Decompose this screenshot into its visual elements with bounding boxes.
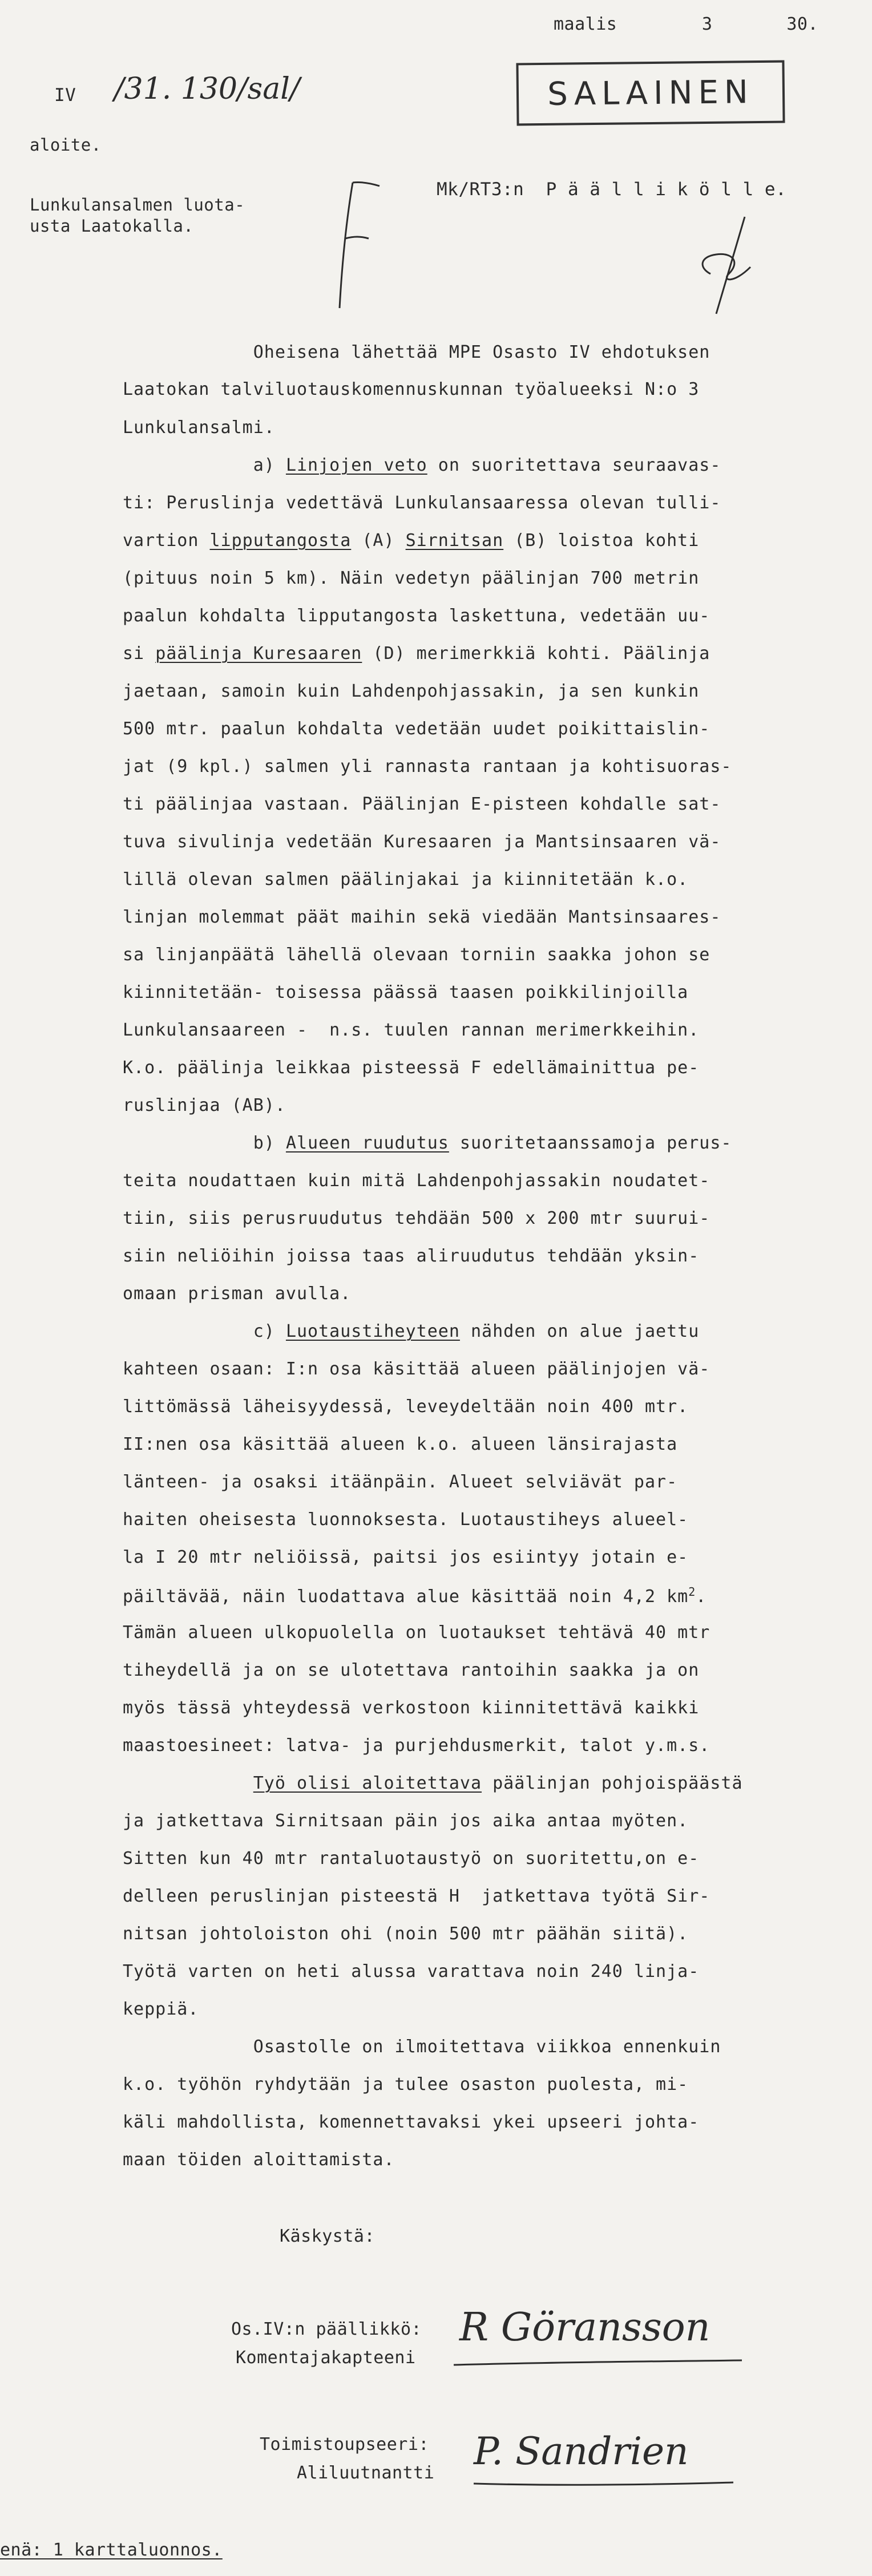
body-line bbox=[123, 1133, 732, 1153]
body-line bbox=[123, 1585, 707, 1607]
subject-line-2: usta Laatokalla. bbox=[30, 216, 194, 236]
body-text: (D) merimerkkiä kohti. Päälinja bbox=[362, 644, 710, 664]
officer-signature: P. Sandrien bbox=[474, 2429, 689, 2473]
body-line: jaetaan, samoin kuin Lahdenpohjassakin, ja sen kunkin bbox=[123, 681, 700, 701]
body-line: kahteen osaan: I:n osa käsittää alueen päälinjojen vä- bbox=[123, 1359, 710, 1379]
body-line: keppiä. bbox=[123, 1999, 199, 2019]
underlined-heading-alueen-ruudutus: Alueen ruudutus bbox=[285, 1133, 449, 1153]
body-line: la I 20 mtr neliöissä, paitsi jos esiintyy jotain e- bbox=[123, 1547, 689, 1567]
body-text: si bbox=[123, 644, 156, 664]
item-a-label: a) bbox=[123, 455, 286, 475]
addressee: Mk/RT3:n P ä ä l l i k ö l l e. bbox=[437, 179, 787, 200]
body-line: länteen- ja osaksi itäänpäin. Alueet selviävät par- bbox=[123, 1472, 678, 1492]
officer-title-1: Toimistoupseeri: bbox=[260, 2435, 429, 2454]
body-line: teita noudattaen kuin mitä Lahdenpohjassakin noudatet- bbox=[123, 1171, 710, 1191]
body-line bbox=[123, 455, 721, 475]
underlined-lipputangosta: lipputangosta bbox=[209, 531, 352, 551]
body-line: siin neliöihin joissa taas aliruudutus tehdään yksin- bbox=[123, 1246, 700, 1266]
underlined-heading-luotaustiheyteen: Luotaustiheyteen bbox=[285, 1321, 460, 1341]
margin-mark-f bbox=[320, 171, 388, 320]
body-line: delleen peruslinjan pisteestä H jatkettava työtä Sir- bbox=[123, 1886, 710, 1906]
chief-signature: R Göransson bbox=[459, 2305, 710, 2350]
body-line: lillä olevan salmen päälinjakai ja kiinnitetään k.o. bbox=[123, 870, 689, 889]
body-line: ti: Peruslinja vedettävä Lunkulansaaressa olevan tulli- bbox=[123, 493, 721, 513]
body-line: omaan prisman avulla. bbox=[123, 1284, 352, 1304]
kaskysta-label: Käskystä: bbox=[280, 2226, 376, 2246]
body-line: (pituus noin 5 km). Näin vedetyn päälinjan 700 metrin bbox=[123, 568, 700, 588]
body-line: linjan molemmat päät maihin sekä viedään Mantsinsaares- bbox=[123, 907, 721, 927]
body-line: Sitten kun 40 mtr rantaluotaustyö on suoritettu,on e- bbox=[123, 1849, 700, 1869]
body-line: nitsan johtoloiston ohi (noin 500 mtr päähän siitä). bbox=[123, 1924, 689, 1944]
body-text: päälinjan pohjoispäästä bbox=[482, 1773, 743, 1793]
body-line: maan töiden aloittamista. bbox=[123, 2150, 395, 2170]
body-line: II:nen osa käsittää alueen k.o. alueen länsirajasta bbox=[123, 1434, 678, 1454]
body-line: jat (9 kpl.) salmen yli rannasta rantaan ja kohtisuoras- bbox=[123, 757, 732, 777]
body-line: ti päälinjaa vastaan. Päälinjan E-pisteen kohdalle sat- bbox=[123, 794, 721, 814]
body-line bbox=[123, 1321, 699, 1341]
body-line: käli mahdollista, komennettavaksi ykei upseeri johta- bbox=[123, 2112, 700, 2132]
attachment-label: enä: 1 karttaluonnos. bbox=[0, 2540, 223, 2560]
chief-title-1: Os.IV:n päällikkö: bbox=[231, 2319, 422, 2339]
body-line: Osastolle on ilmoitettava viikkoa ennenkuin bbox=[123, 2037, 721, 2057]
body-line: Laatokan talviluotauskomennuskunnan työalueeksi N:o 3 bbox=[123, 379, 700, 399]
body-line: haiten oheisesta luonnoksesta. Luotaustiheys alueel- bbox=[123, 1510, 689, 1530]
body-line: Lunkulansaareen - n.s. tuulen rannan merimerkkeihin. bbox=[123, 1020, 700, 1040]
superscript-2: 2 bbox=[688, 1585, 696, 1599]
officer-signature-underline bbox=[471, 2479, 739, 2490]
body-line: maastoesineet: latva- ja purjehdusmerkit, talot y.m.s. bbox=[123, 1736, 710, 1756]
stamp-text: SALAINEN bbox=[547, 73, 754, 113]
officer-title-2: Aliluutnantti bbox=[297, 2463, 435, 2483]
body-line bbox=[123, 531, 699, 551]
body-text: nähden on alue jaettu bbox=[459, 1321, 700, 1341]
reference-handwritten-number: /31. 130/sal/ bbox=[114, 72, 300, 106]
body-line bbox=[123, 1773, 743, 1793]
body-line: Lunkulansalmi. bbox=[123, 418, 275, 438]
underlined-tyo-olisi-aloitettava: Työ olisi aloitettava bbox=[253, 1773, 482, 1793]
secret-stamp bbox=[516, 60, 785, 126]
body-line: kiinnitetään- toisessa päässä taasen poikkilinjoilla bbox=[123, 982, 689, 1002]
body-line: tuva sivulinja vedetään Kuresaaren ja Mantsinsaaren vä- bbox=[123, 832, 721, 852]
body-line: paalun kohdalta lipputangosta laskettuna, vedetään uu- bbox=[123, 606, 710, 626]
body-line: 500 mtr. paalun kohdalta vedetään uudet poikittaislin- bbox=[123, 719, 710, 739]
attachment-note bbox=[0, 2542, 223, 2559]
paraph-mark bbox=[676, 211, 779, 325]
body-line: K.o. päälinja leikkaa pisteessä F edellämainittua pe- bbox=[123, 1058, 700, 1078]
body-text: päiltävää, näin luodattava alue käsittää noin 4,2 km bbox=[123, 1587, 689, 1607]
subject-kind: aloite. bbox=[30, 135, 102, 155]
indent bbox=[123, 1773, 253, 1793]
subject-line-1: Lunkulansalmen luota- bbox=[30, 195, 245, 215]
body-text: (A) bbox=[351, 531, 406, 551]
body-line: ja jatkettava Sirnitsaan päin jos aika antaa myöten. bbox=[123, 1811, 689, 1831]
body-line: ruslinjaa (AB). bbox=[123, 1095, 286, 1115]
body-line: sa linjanpäätä lähellä olevaan torniin saakka johon se bbox=[123, 945, 710, 965]
body-text: vartion bbox=[123, 531, 210, 551]
body-text: suoritetaanssamoja perus- bbox=[449, 1133, 732, 1153]
chief-title-2: Komentajakapteeni bbox=[236, 2348, 416, 2368]
body-line: tiheydellä ja on se ulotettava rantoihin saakka ja on bbox=[123, 1660, 700, 1680]
body-line: myös tässä yhteydessä verkostoon kiinnitettävä kaikki bbox=[123, 1698, 700, 1718]
document-date: maalis 3 30. bbox=[554, 14, 819, 34]
underlined-heading-linjojen-veto: Linjojen veto bbox=[285, 455, 427, 475]
reference-prefix: IV bbox=[54, 85, 76, 106]
body-text: on suoritettava seuraavas- bbox=[427, 455, 721, 475]
body-line bbox=[123, 644, 710, 664]
body-line: k.o. työhön ryhdytään ja tulee osaston puolesta, mi- bbox=[123, 2074, 689, 2094]
body-text: (B) loistoa kohti bbox=[503, 531, 700, 551]
item-c-label: c) bbox=[123, 1321, 286, 1341]
body-line: Oheisena lähettää MPE Osasto IV ehdotuksen bbox=[123, 342, 710, 362]
chief-signature-underline bbox=[451, 2359, 748, 2371]
body-line: Tämän alueen ulkopuolella on luotaukset tehtävä 40 mtr bbox=[123, 1623, 710, 1643]
body-text: . bbox=[696, 1587, 707, 1607]
body-line: littömässä läheisyydessä, leveydeltään noin 400 mtr. bbox=[123, 1397, 689, 1417]
item-b-label: b) bbox=[123, 1133, 286, 1153]
underlined-sirnitsan: Sirnitsan bbox=[405, 531, 504, 551]
underlined-paalinja-kuresaaren: päälinja Kuresaaren bbox=[155, 644, 362, 664]
body-line: Työtä varten on heti alussa varattava noin 240 linja- bbox=[123, 1962, 700, 1981]
body-line: tiin, siis perusruudutus tehdään 500 x 200 mtr suurui- bbox=[123, 1208, 710, 1228]
